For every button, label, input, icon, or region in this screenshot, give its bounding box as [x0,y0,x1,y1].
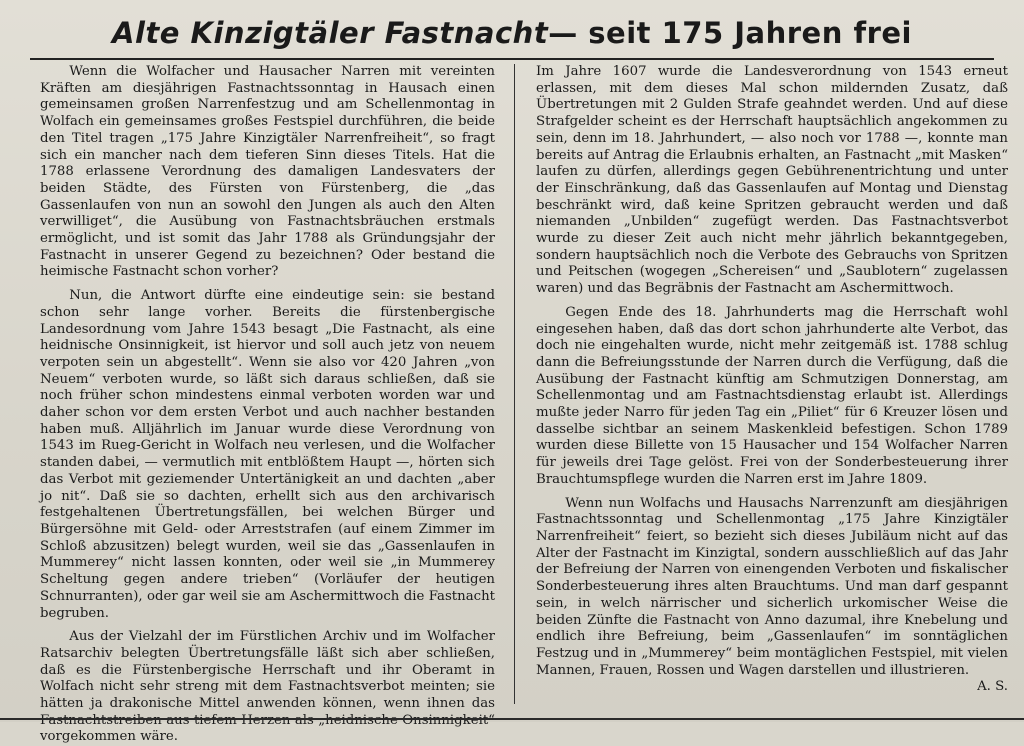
right-paragraph-1: Im Jahre 1607 wurde die Landesverordnung von 1543 erneut erlassen, mit dem dieses Mal schon mildernden Zusatz, daß Übertretungen mit 2 Gulden Strafe geahndet werden. Und auf diese Strafgelder scheint es der Herrschaft hauptsächlich angekommen zu sein, denn im 18. Jahrhundert, — also noch vor 1788 —, konnte man bereits auf Antrag die Erlaubnis erhalten, an Fastnacht „mit Masken“ laufen zu dürfen, allerdings gegen Gebührenentrichtung und unter der Einschränkung, daß das Gassenlaufen auf Montag und Dienstag beschränkt wird, daß keine Spritzen gebraucht werden und daß niemanden „Unbilden“ zugefügt werden. Das Fastnachtsverbot wurde zu dieser Zeit auch nicht mehr jährlich bekanntgegeben, sondern hauptsächlich noch die Verbote des Gebrauchs von Spritzen und Peitschen (wogegen „Schereisen“ und „Saublotern“ zugelassen waren) und das Begräbnis der Fastnacht am Aschermittwoch. [536,64,1008,297]
left-column [40,64,495,745]
right-paragraph-2: Gegen Ende des 18. Jahrhunderts mag die Herrschaft wohl eingesehen haben, daß das dort schon jahrhunderte alte Verbot, das doch nie eingehalten wurde, nicht mehr zeitgemäß ist. 1788 schlug dann die Befreiungsstunde der Narren durch die Verfügung, daß die Ausübung der Fastnacht künftig am Schmutzigen Donnerstag, am Schellenmontag und am Fastnachtsdienstag erlaubt ist. Allerdings mußte jeder Narro für jeden Tag ein „Piliet“ für 6 Kreuzer lösen und dasselbe sichtbar an seinem Maskenkleid befestigen. Schon 1789 wurden diese Billette von 15 Hausacher und 154 Wolfacher Narren für jeweils drei Tage gelöst. Frei von der Sonderbesteuerung ihrer Brauchtumspflege wurden die Narren erst im Jahre 1809. [536,304,1008,487]
left-paragraph-2: Nun, die Antwort dürfte eine eindeutige sein: sie bestand schon sehr lange vorher. Bereits die fürstenbergische Landesordnung vom Jahre 1543 besagt „Die Fastnacht, als eine heidnische Onsinnigkeit, ist hiervor und soll auch jetz von neuem verpoten sein un abgestellt“. Wenn sie also vor 420 Jahren „von Neuem“ verboten wurde, so läßt sich daraus schließen, daß sie noch früher schon mindestens einmal verboten worden war und daher schon vor dem ersten Verbot und auch nachher bestanden haben muß. Alljährlich im Januar wurde diese Verordnung von 1543 im Rueg-Gericht in Wolfach neu verlesen, und die Wolfacher standen dabei, — vermutlich mit entblößtem Haupt —, hörten sich das Verbot mit geziemender Untertänigkeit an und dachten „aber jo nit“. Daß sie so dachten, erhellt sich aus den archivarisch festgehaltenen Übertretungsfällen, bei welchen Bürger und Bürgersöhne mit Geld- oder Arreststrafen (auf einem Zimmer im Schloß abzusitzen) belegt wurden, weil sie das „Gassenlaufen in Mummerey“ nicht lassen konnten, oder weil sie „in Mummerey Scheltung gegen andere trieben“ (Vorläufer der heutigen Schnurranten), oder gar weil sie am Aschermittwoch die Fastnacht begruben. [40,288,495,621]
right-column [536,64,1008,712]
right-paragraph-3-text: Wenn nun Wolfachs und Hausachs Narrenzunft am diesjährigen Fastnachtssonntag und Schellenmontag „175 Jahre Kinzigtäler Narrenfreiheit“ feiert, so bezieht sich dieses Jubiläum nicht auf das Alter der Fastnacht im Kinzigtal, sondern ausschließlich auf das Jahr der Befreiung der Narren von einengenden Verboten und fiskalischer Sonderbesteuerung ihres alten Brauchtums. Und man darf gespannt sein, in welch närrischer und sicherlich urkomischer Weise die beiden Zünfte die Fastnacht von Anno dazumal, ihre Knebelung und endlich ihre Befreiung, beim „Gassenlaufen“ im sonntäglichen Festzug und in „Mummerey“ beim montäglichen Festspiel, mit vielen Mannen, Frauen, Rossen und Wagen darstellen und illustrieren. [536,495,1008,678]
left-paragraph-3: Aus der Vielzahl der im Fürstlichen Archiv und im Wolfacher Ratsarchiv belegten Übertretungsfälle läßt sich aber schließen, daß es die Fürstenbergische Herrschaft und ihr Oberamt in Wolfach nicht sehr streng mit dem Fastnachtsverbot meinten; sie hätten ja drakonische Mittel anwenden können, wenn ihnen das Fastnachtstreiben aus tiefem Herzen als „heidnische Onsinnigkeit“ vorgekommen wäre. [40,629,495,745]
right-paragraph-3 [536,495,1008,695]
top-rule [30,58,994,60]
left-paragraph-1: Wenn die Wolfacher und Hausacher Narren mit vereinten Kräften am diesjährigen Fastnachtssonntag in Hausach einen gemeinsamen großen Narrenfestzug und am Schellenmontag in Wolfach ein gemeinsames großes Festspiel durchführen, die beide den Titel tragen „175 Jahre Kinzigtäler Narrenfreiheit“, so fragt sich ein mancher nach dem tieferen Sinn dieses Titels. Hat die 1788 erlassene Verordnung des damaligen Landesvaters der beiden Städte, des Fürsten von Fürstenberg, die „das Gassenlaufen von nun an sowohl den Jungen als auch den Alten verwilliget“, die Ausübung von Fastnachtsbräuchen erstmals ermöglicht, und ist somit das Jahr 1788 als Gründungsjahr der Fastnacht in unserer Gegend zu bezeichnen? Oder bestand die heimische Fastnacht schon vorher? [40,64,495,280]
column-divider [514,64,515,704]
headline-main: Alte Kinzigtäler Fastnacht [112,16,549,50]
headline [0,10,1024,56]
author-signature: A. S. [977,679,1008,695]
headline-sub: — seit 175 Jahren frei [548,16,912,50]
bottom-rule [0,718,1024,720]
